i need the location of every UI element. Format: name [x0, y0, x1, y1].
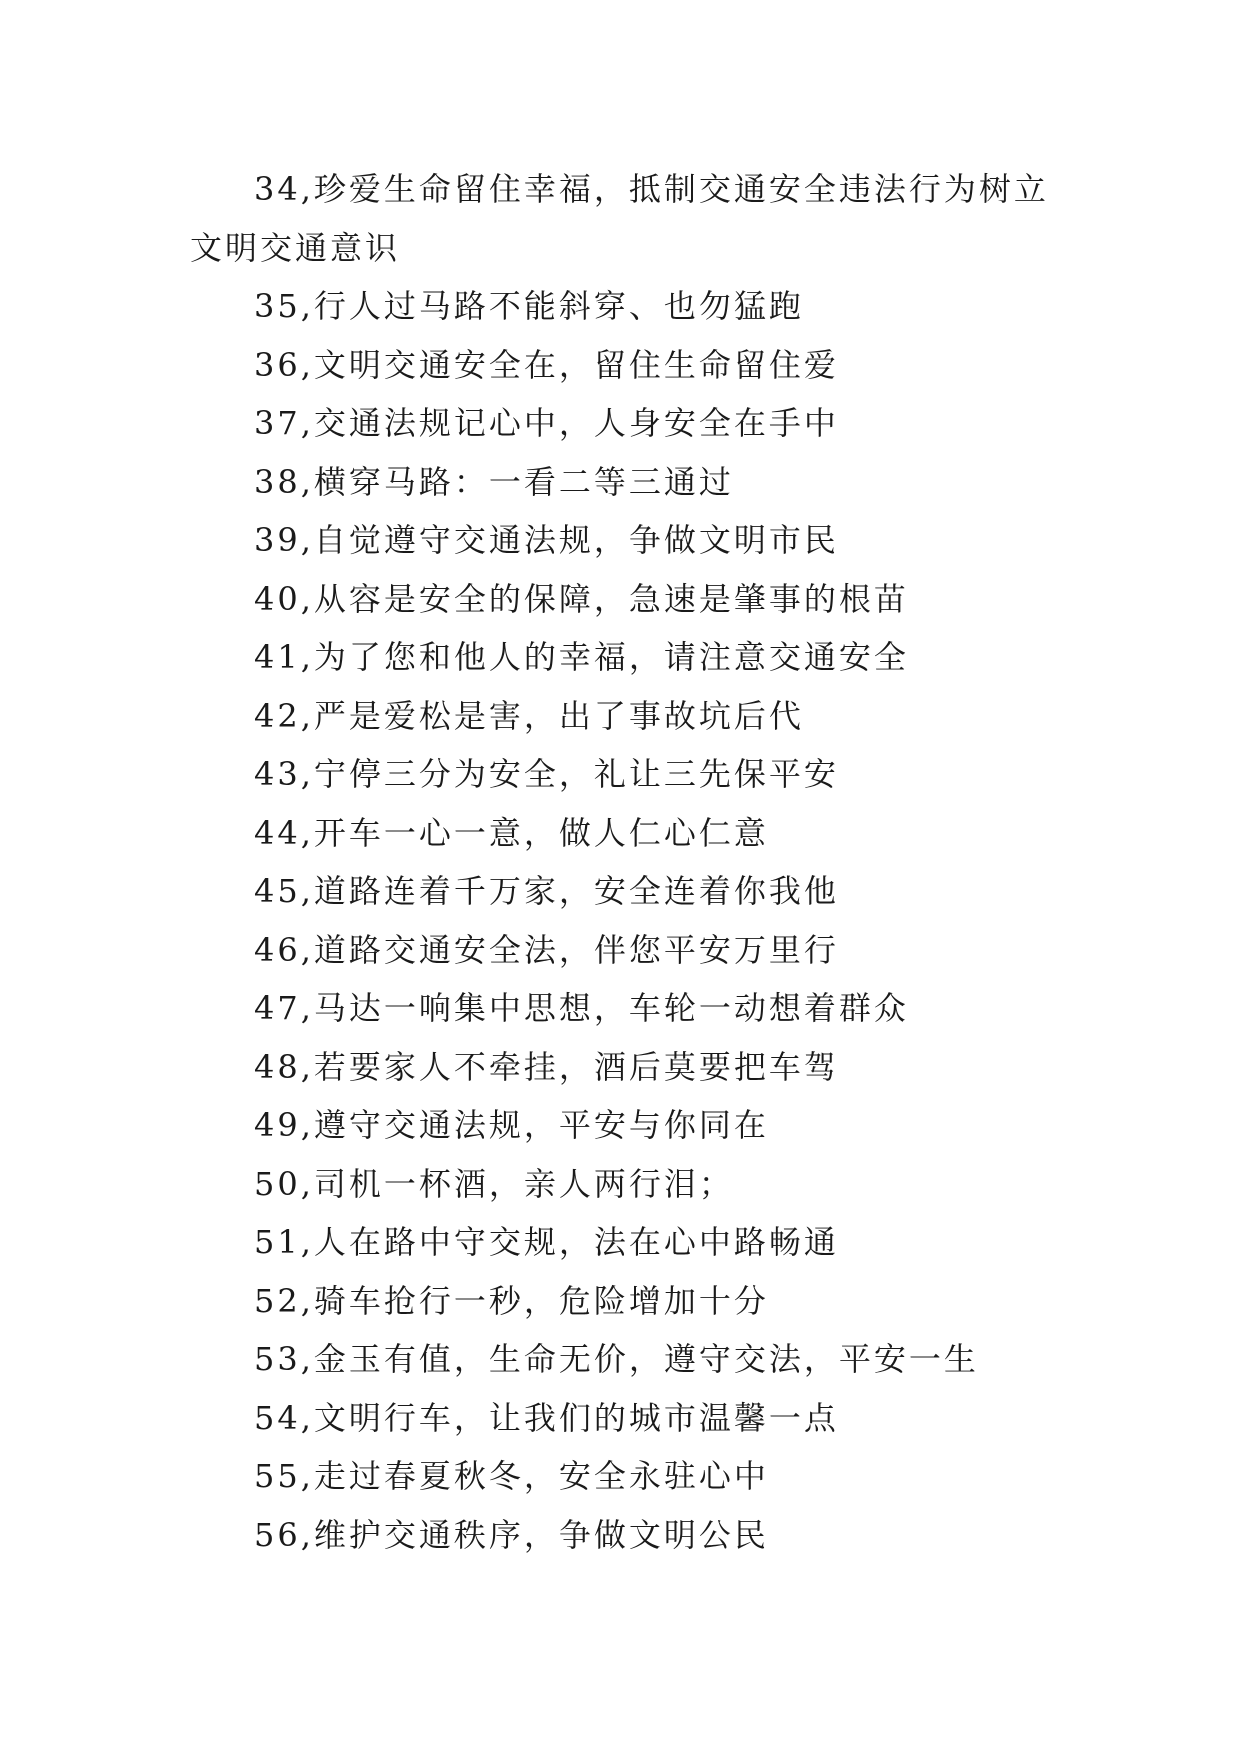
- slogan-line: 34,珍爱生命留住幸福，抵制交通安全违法行为树立文明交通意识: [190, 170, 1049, 267]
- slogan-line: 49,遵守交通法规，平安与你同在: [254, 1106, 769, 1144]
- slogan-line: 42,严是爱松是害，出了事故坑后代: [254, 696, 804, 735]
- slogan-line: 50,司机一杯酒，亲人两行泪；: [254, 1164, 734, 1203]
- slogan-line: 37,交通法规记心中，人身安全在手中: [254, 404, 839, 442]
- slogan-line: 47,马达一响集中思想，车轮一动想着群众: [254, 989, 909, 1027]
- slogan-line: 35,行人过马路不能斜穿、也勿猛跑: [254, 287, 804, 325]
- slogan-line: 39,自觉遵守交通法规，争做文明市民: [254, 521, 839, 559]
- slogan-line: 48,若要家人不牵挂，酒后莫要把车驾: [254, 1047, 839, 1086]
- slogan-line: 51,人在路中守交规，法在心中路畅通: [254, 1223, 839, 1261]
- slogan-line: 45,道路连着千万家，安全连着你我他: [254, 872, 839, 910]
- slogan-line: 41,为了您和他人的幸福，请注意交通安全: [254, 638, 909, 676]
- slogan-line: 53,金玉有值，生命无价，遵守交法，平安一生: [254, 1340, 979, 1378]
- slogan-line: 55,走过春夏秋冬，安全永驻心中: [254, 1457, 769, 1495]
- slogan-line: 54,文明行车，让我们的城市温馨一点: [254, 1398, 839, 1437]
- slogan-line: 46,道路交通安全法，伴您平安万里行: [254, 930, 839, 969]
- slogan-line: 44,开车一心一意，做人仁心仁意: [254, 813, 769, 852]
- document-body: [190, 160, 1060, 1564]
- slogan-line: 40,从容是安全的保障，急速是肇事的根苗: [254, 579, 909, 618]
- slogan-line: 38,横穿马路：一看二等三通过: [254, 462, 734, 501]
- slogan-line: 52,骑车抢行一秒，危险增加十分: [254, 1281, 769, 1320]
- slogan-line: 43,宁停三分为安全，礼让三先保平安: [254, 755, 839, 793]
- slogan-line: 56,维护交通秩序，争做文明公民: [254, 1515, 769, 1554]
- slogan-line: 36,文明交通安全在，留住生命留住爱: [254, 345, 839, 384]
